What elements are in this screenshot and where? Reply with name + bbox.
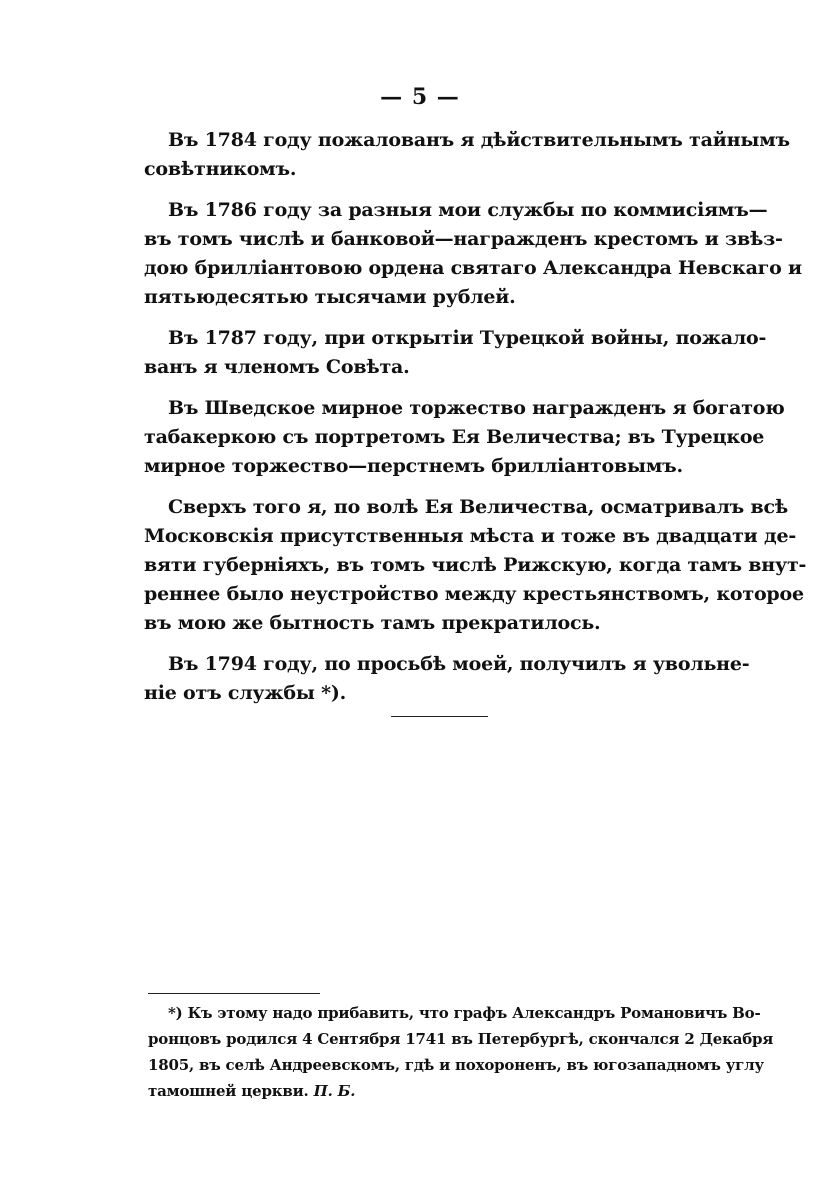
text-line: Въ 1794 году, по просьбѣ моей, получилъ я увольне- (168, 653, 750, 675)
paragraph-1784 (144, 126, 790, 184)
footnote (148, 1000, 774, 1104)
text-line: Московскія присутственныя мѣста и тоже въ двадцати де- (144, 525, 797, 547)
text-line: въ томъ числѣ и банковой—награжденъ крестомъ и звѣз- (144, 228, 783, 250)
text-line: вяти губерніяхъ, въ томъ числѣ Рижскую, когда тамъ внут- (144, 554, 807, 576)
text-line: Въ Шведское мирное торжество награжденъ я богатою (168, 397, 785, 419)
paragraph-1786 (144, 196, 802, 312)
paragraph-swedish-peace (144, 394, 785, 481)
page-number: — 5 — (380, 84, 460, 110)
footnote-line: ронцовъ родился 4 Сентября 1741 въ Петербургѣ, скончался 2 Декабря (148, 1030, 774, 1048)
footnote-last-text: тамошней церкви. (148, 1082, 309, 1100)
text-line: реннее было неустройство между крестьянствомъ, которое (144, 583, 804, 605)
paragraph-inspections (144, 493, 807, 638)
text-line: совѣтникомъ. (144, 158, 297, 180)
text-line: ванъ я членомъ Совѣта. (144, 356, 410, 378)
text-line: Въ 1786 году за разныя мои службы по коммисіямъ— (168, 199, 768, 221)
text-line: въ мою же бытность тамъ прекратилось. (144, 612, 601, 634)
main-text (144, 126, 807, 720)
footnote-signature: П. Б. (313, 1082, 356, 1100)
text-line: табакеркою съ портретомъ Ея Величества; въ Турецкое (144, 426, 765, 448)
section-divider (391, 716, 488, 717)
text-line: дою брилліантовою ордена святаго Александра Невскаго и (144, 257, 802, 279)
text-line: Въ 1784 году пожалованъ я дѣйствительнымъ тайнымъ (168, 129, 790, 151)
footnote-line: *) Къ этому надо прибавить, что графъ Александръ Романовичъ Во- (168, 1004, 761, 1022)
text-line: Сверхъ того я, по волѣ Ея Величества, осматривалъ всѣ (168, 496, 788, 518)
text-line: ніе отъ службы *). (144, 682, 347, 704)
footnote-line (148, 1078, 736, 1104)
text-line: пятьюдесятью тысячами рублей. (144, 286, 516, 308)
footnote-line: 1805, въ селѣ Андреевскомъ, гдѣ и похороненъ, въ югозападномъ углу (148, 1056, 764, 1074)
paragraph-1787 (144, 324, 767, 382)
footnote-rule (148, 993, 320, 994)
text-line: мирное торжество—перстнемъ брилліантовымъ. (144, 455, 683, 477)
text-line: Въ 1787 году, при открытіи Турецкой войны, пожало- (168, 327, 767, 349)
paragraph-1794 (144, 650, 750, 708)
